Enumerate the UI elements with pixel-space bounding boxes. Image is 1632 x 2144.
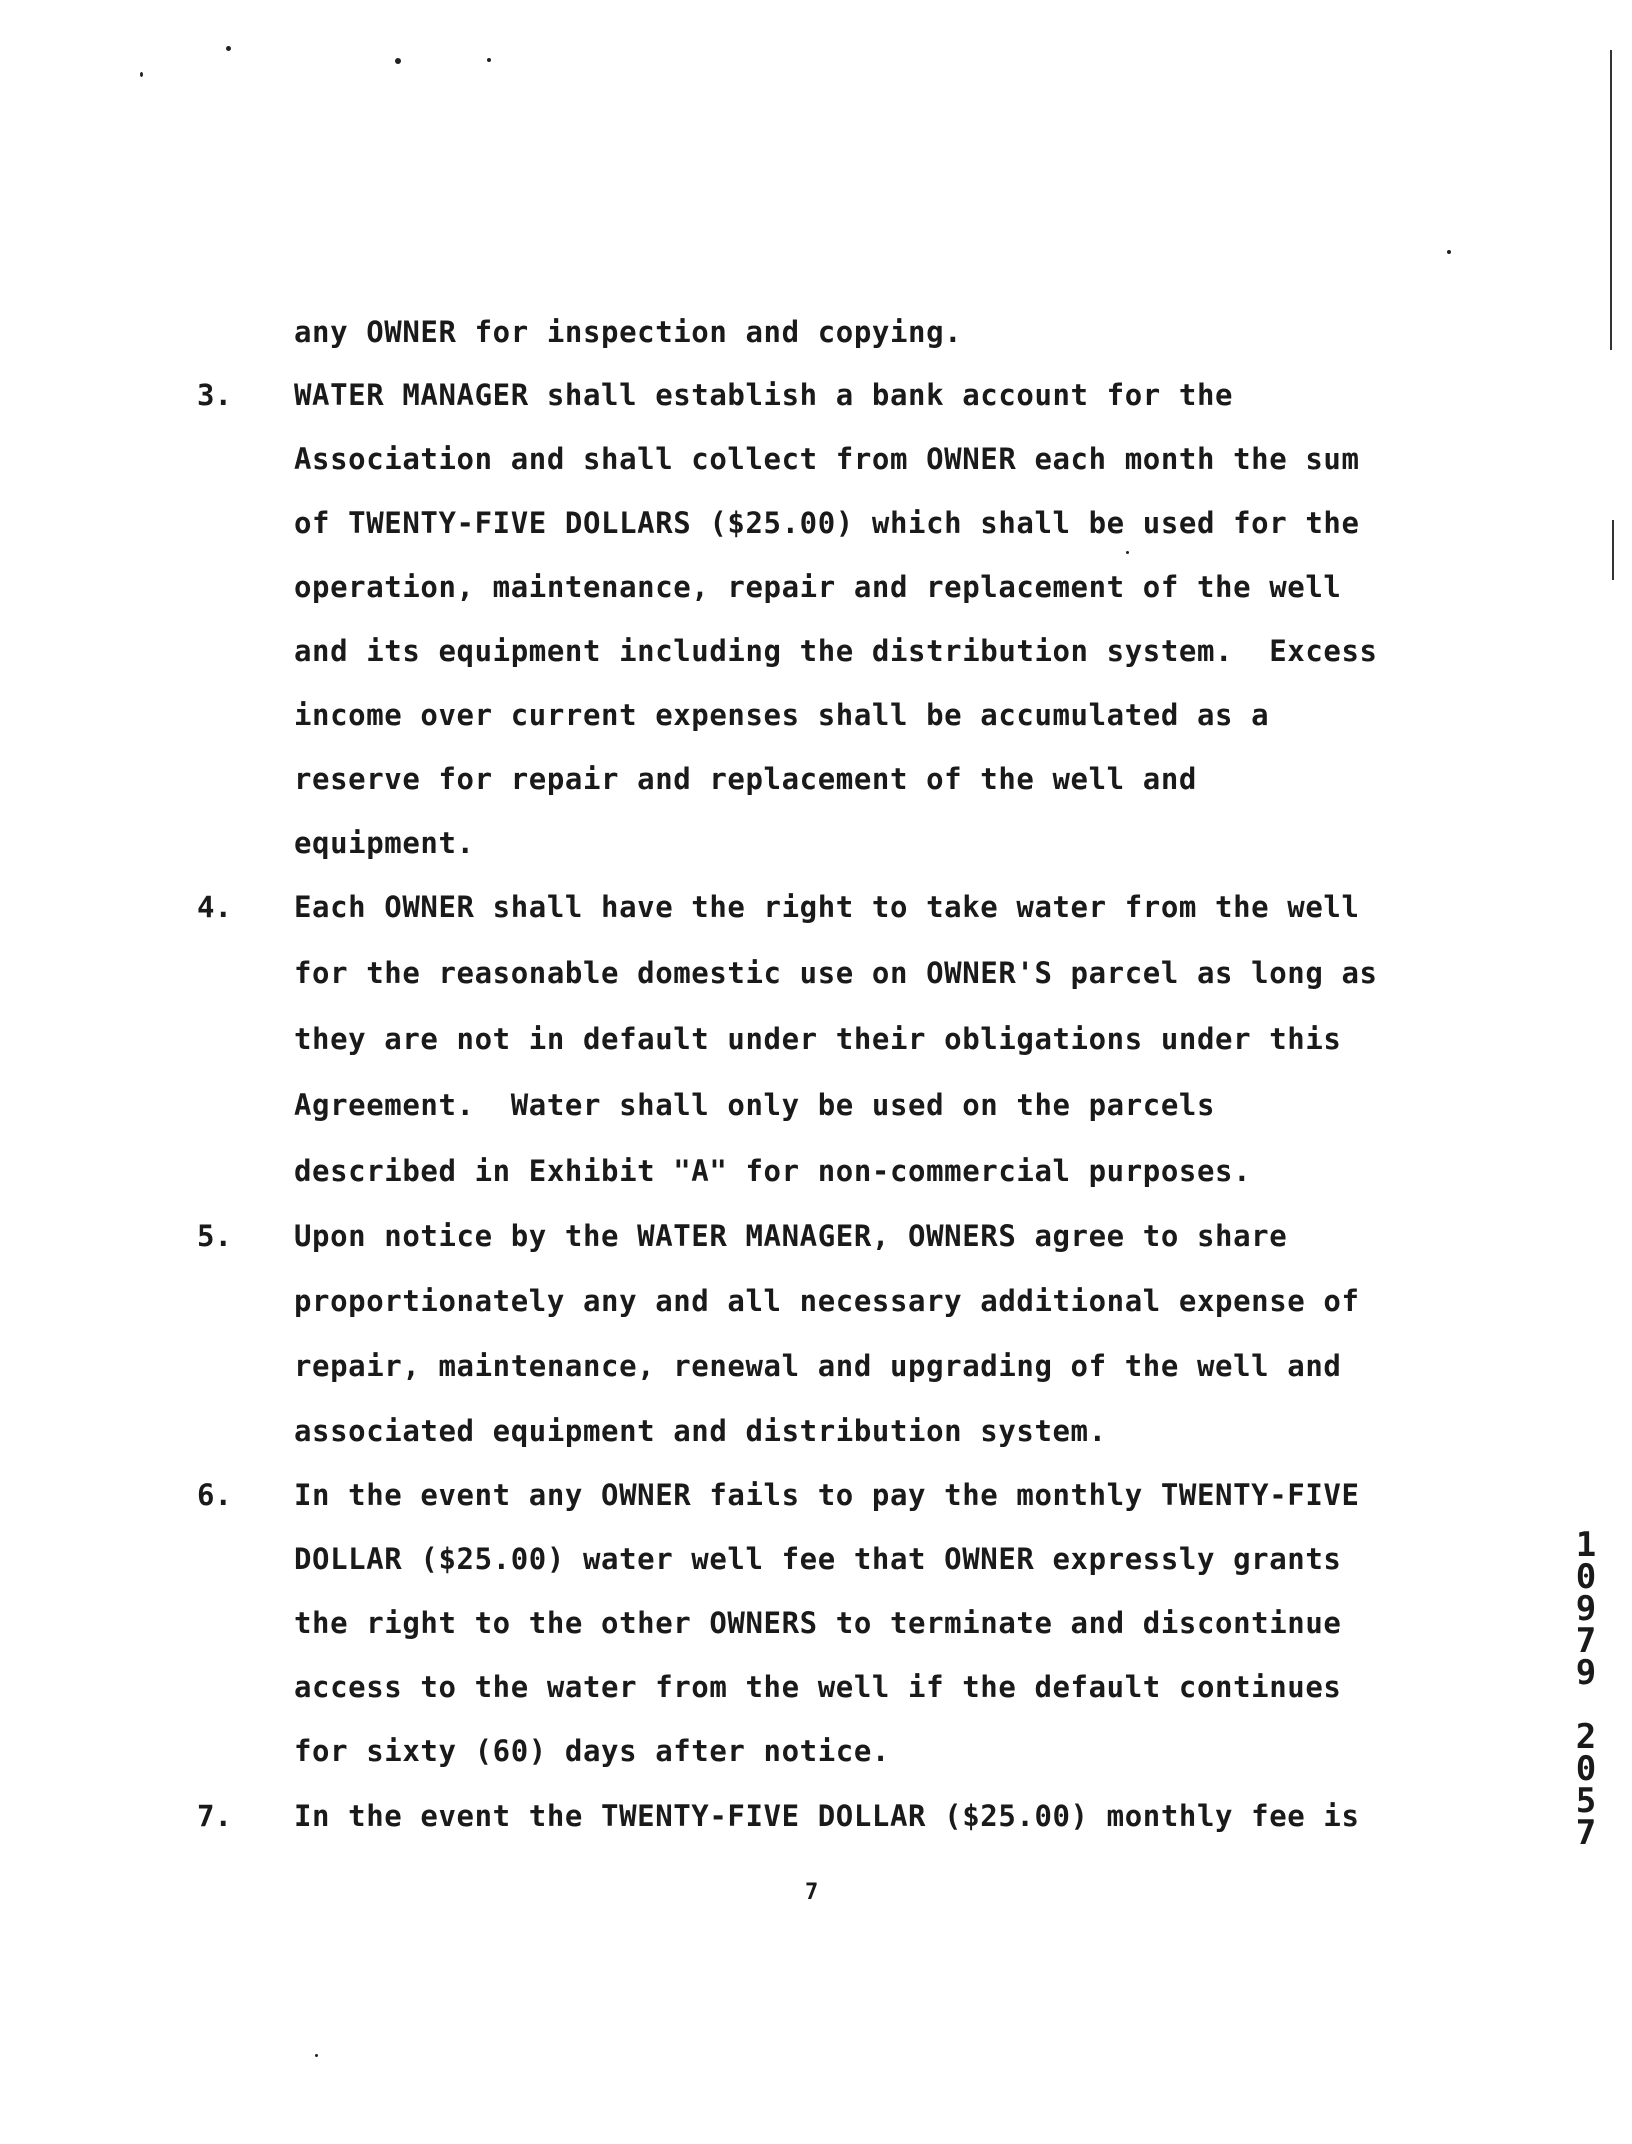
text-line: DOLLAR ($25.00) water well fee that OWNER expressly grants [294,1542,1342,1576]
stamp-digit: 0 [1575,1557,1597,1597]
stamp-digit: 9 [1575,1589,1597,1629]
scan-speck [395,58,401,64]
text-line: the right to the other OWNERS to terminate and discontinue [294,1606,1342,1640]
text-line: associated equipment and distribution system. [294,1414,1107,1448]
text-line: they are not in default under their obligations under this [294,1022,1342,1056]
stamp-digit: 1 [1575,1525,1597,1565]
text-line: income over current expenses shall be accumulated as a [294,698,1270,732]
text-line: reserve for repair and replacement of the well and [294,762,1197,796]
text-line: Upon notice by the WATER MANAGER, OWNERS agree to share [294,1219,1288,1253]
paragraph-number: 4. [197,890,232,924]
scan-speck [1447,250,1451,254]
text-line: operation, maintenance, repair and replacement of the well [294,570,1342,604]
text-line: In the event the TWENTY-FIVE DOLLAR ($25.00) monthly fee is [294,1799,1360,1833]
text-line: In the event any OWNER fails to pay the monthly TWENTY-FIVE [294,1478,1360,1512]
scan-speck [315,2054,318,2057]
text-line: of TWENTY-FIVE DOLLARS ($25.00) which shall be used for the [294,506,1360,540]
text-line: WATER MANAGER shall establish a bank account for the [294,378,1234,412]
scan-edge-line [1612,520,1614,580]
paragraph-number: 5. [197,1219,232,1253]
page-number: 7 [805,1880,819,1905]
text-line: access to the water from the well if the default continues [294,1670,1342,1704]
stamp-digit: 2 [1575,1717,1597,1757]
text-line: equipment. [294,826,475,860]
text-line: described in Exhibit "A" for non-commercial purposes. [294,1154,1252,1188]
stamp-digit: 5 [1575,1781,1597,1821]
text-line: Association and shall collect from OWNER each month the sum [294,442,1360,476]
scan-edge-line [1610,50,1612,350]
scan-speck [226,46,231,51]
paragraph-number: 3. [197,378,232,412]
text-line: and its equipment including the distribution system. Excess [294,634,1378,668]
scan-speck [487,58,491,62]
paragraph-number: 6. [197,1478,232,1512]
stamp-digit: 7 [1575,1813,1597,1853]
stamp-digit: 0 [1575,1749,1597,1789]
stamp-digit: 7 [1575,1621,1597,1661]
text-line: repair, maintenance, renewal and upgrading of the well and [294,1349,1342,1383]
text-line: for sixty (60) days after notice. [294,1734,890,1768]
scan-speck [140,72,143,77]
scan-speck [1126,551,1129,554]
text-line: any OWNER for inspection and copying. [294,315,963,349]
text-line: for the reasonable domestic use on OWNER'S parcel as long as [294,956,1378,990]
text-line: proportionately any and all necessary additional expense of [294,1284,1360,1318]
paragraph-number: 7. [197,1799,232,1833]
text-line: Each OWNER shall have the right to take water from the well [294,890,1360,924]
stamp-digit: 9 [1575,1653,1597,1693]
text-line: Agreement. Water shall only be used on the parcels [294,1088,1216,1122]
